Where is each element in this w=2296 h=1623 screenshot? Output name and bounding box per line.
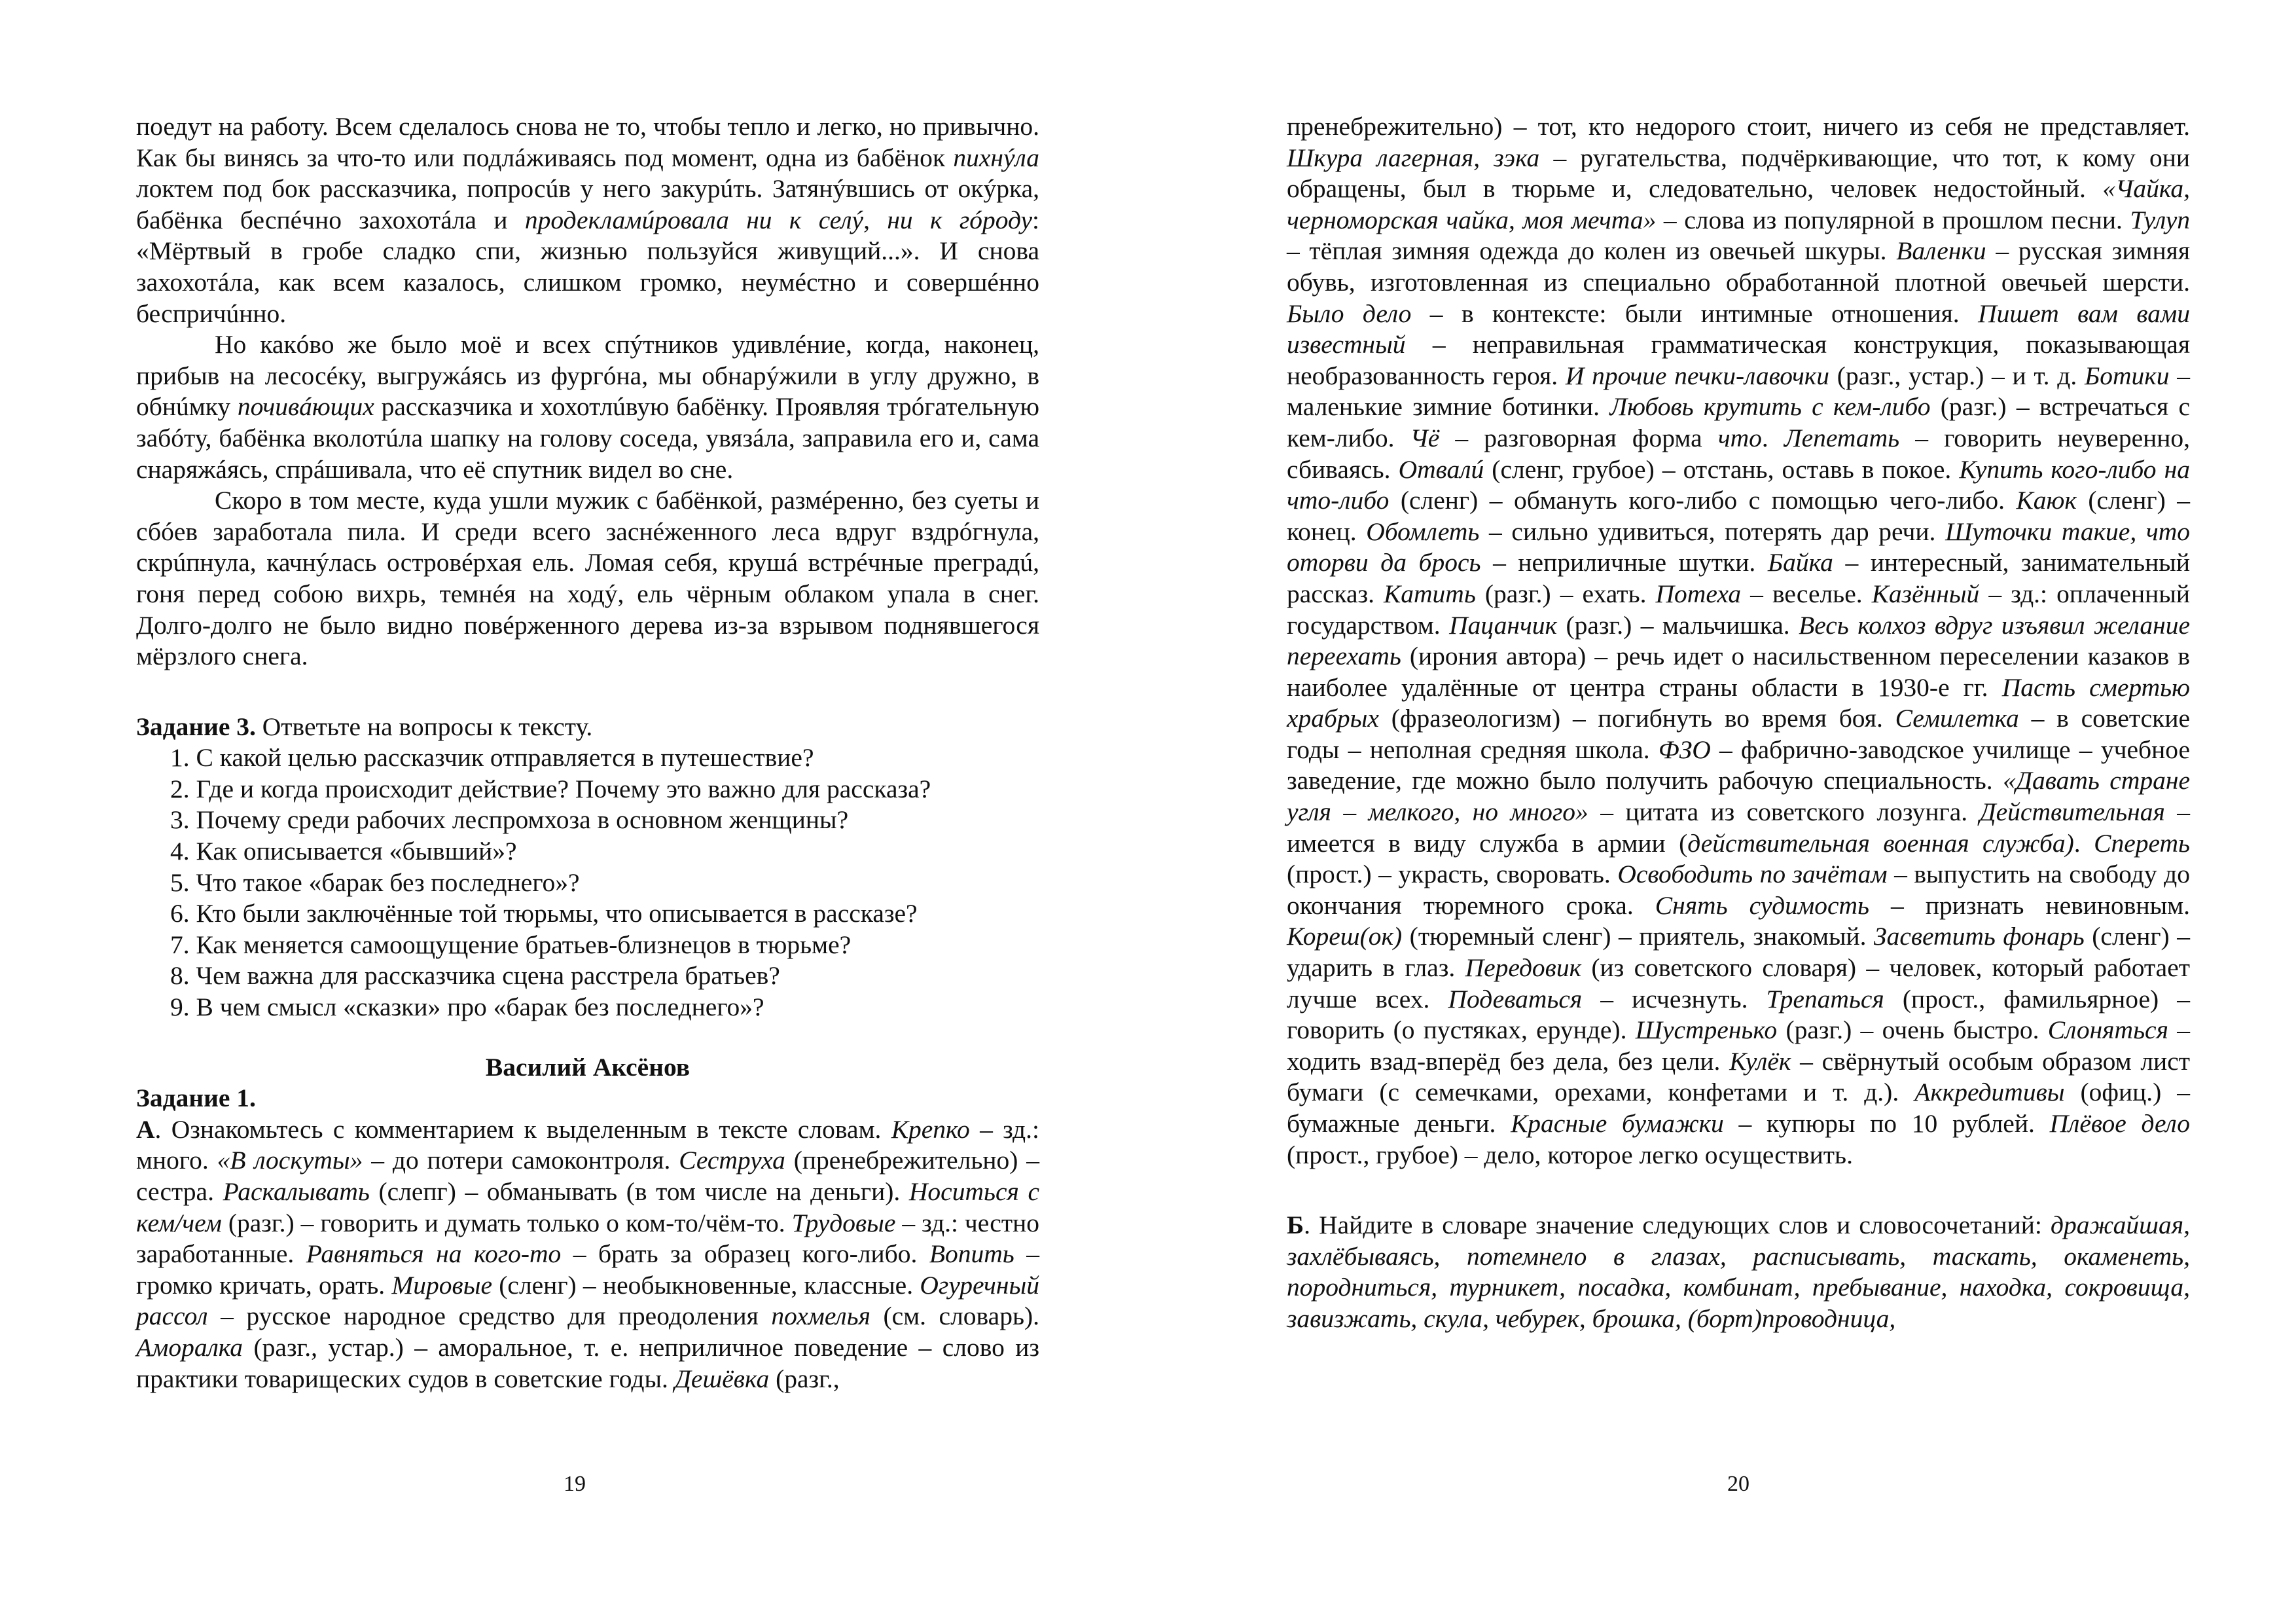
right-page (1287, 111, 2190, 1335)
page-number-right: 20 (1727, 1472, 1749, 1496)
paragraph-1: поедут на работу. Всем сделалось снова не то, чтобы тепло и легко, но привычно. Как бы винясь за что-то или подлáживаясь под момент, одна из бабёнок пихнýла локтем под бок рассказчика, попросúв у него закурúть. Затянýвшись от окýрка, бабёнка беспéчно захохотáла и продекламúровала ни к селý, ни к гóроду: «Мёртвый в гробе сладко спи, жизнью пользуйся живущий...». И снова захохотáла, как всем казалось, слишком громко, неумéстно и совершéнно беспричúнно. (136, 112, 1039, 328)
question-item: 4. Как описывается «бывший»? (170, 837, 517, 866)
spacer (1287, 1171, 2190, 1210)
author-heading: Василий Аксёнов (485, 1052, 691, 1082)
task3-header (136, 712, 1039, 743)
spacer (136, 672, 1039, 712)
page-number-left: 19 (564, 1472, 586, 1496)
paragraph-3: Скоро в том месте, куда ушли мужик с бабёнкой, размéренно, без суеты и сбóев заработала пила. И среди всего заснéженного леса вдруг вздрóгнула, скрúпнула, качнýлась островéрхая ель. Ломая себя, крушá встрéчные преградú, гоня перед собою вихрь, темнéя на ходý, ель чёрным облаком упала в снег. Долго-долго не было видно повéрженного дерева из-за взрывом поднявшегося мёрзлого снега. (136, 486, 1039, 671)
task3-text: Ответьте на вопросы к тексту. (255, 712, 593, 741)
question-item: 5. Что такое «барак без последнего»? (170, 867, 580, 897)
question-item: 3. Почему среди рабочих леспромхоза в основном женщины? (170, 805, 849, 835)
question-item: 2. Где и когда происходит действие? Почему это важно для рассказа? (170, 774, 931, 803)
question-item: 9. В чем смысл «сказки» про «барак без последнего»? (170, 993, 764, 1022)
question-item: 8. Чем важна для рассказчика сцена расстрела братьев? (170, 961, 780, 991)
left-page (136, 111, 1039, 1395)
question-item: 7. Как меняется самоощущение братьев-близнецов в тюрьме? (170, 930, 852, 959)
question-item: 1. С какой целью рассказчик отправляется в путешествие? (170, 743, 814, 773)
task1-title: Задание 1. (136, 1084, 256, 1113)
task3-title: Задание 3. (136, 712, 256, 741)
part-a-commentary: А. Ознакомьтесь с комментарием к выделенным в тексте словам. Крепко – зд.: много. «В лоскуты» – до потери самоконтроля. Сеструха (пренебрежительно) – сестра. Раскалывать (слепг) – обманывать (в том числе на деньги). Носиться с кем/чем (разг.) – говорить и думать только о ком-то/чём-то. Трудовые – зд.: честно заработанные. Равняться на кого-то – брать за образец кого-либо. Вопить – громко кричать, орать. Мировые (сленг) – необыкновенные, классные. Огуречный рассол – русское народное средство для преодоления похмелья (см. словарь). Аморалка (разг., устар.) – аморальное, т. е. неприличное поведение – слово из практики товарищеских судов в советские годы. Дешёвка (разг., (136, 1114, 1040, 1393)
paragraph-2: Но какóво же было моё и всех спýтников удивлéние, когда, наконец, прибыв на лесосéку, выгружáясь из фургóна, мы обнарýжили в углу дружно, в обнúмку почивáющих рассказчика и хохотлúвую бабёнку. Проявляя трóгательную забóту, бабёнка вколотúла шапку на голову соседа, увязáла, заправила его и, сама снаряжáясь, спрáшивала, что её спутник видел во сне. (136, 330, 1039, 484)
part-b-task: Б. Найдите в словаре значение следующих слов и словосочетаний: дражайшая, захлёбываясь, потемнело в глазах, расписывать, таскать, окаменеть, породниться, турникет, посадка, комбинат, пребывание, находка, сокровища, завизжать, скула, чебурек, брошка, (борт)проводница, (1287, 1211, 2190, 1333)
commentary-continued: пренебрежительно) – тот, кто недорого стоит, ничего из себя не представляет. Шкура лагерная, зэка – ругательства, подчёркивающие, что тот, к кому они обращены, был в тюрьме и, следовательно, человек недостойный. «Чайка, черноморская чайка, моя мечта» – слова из популярной в прошлом песни. Тулуп – тёплая зимняя одежда до колен из овечьей шкуры. Валенки – русская зимняя обувь, изготовленная из специально обработанной плотной овечьей шерсти. Было дело – в контексте: были интимные отношения. Пишет вам вами известный – неправильная грамматическая конструкция, показывающая необразованность героя. И прочие печки-лавочки (разг., устар.) – и т. д. Ботики – маленькие зимние ботинки. Любовь крутить с кем-либо (разг.) – встречаться с кем-либо. Чё – разговорная форма что. Лепетать – говорить неуверенно, сбиваясь. Отвалú (сленг, грубое) – отстань, оставь в покое. Купить кого-либо на что-либо (сленг) – обмануть кого-либо с помощью чего-либо. Каюк (сленг) – конец. Обомлеть – сильно удивиться, потерять дар речи. Шуточки такие, что оторви да брось – неприличные шутки. Байка – интересный, занимательный рассказ. Катить (разг.) – ехать. Потеха – веселье. Казённый – зд.: оплаченный государством. Пацанчик (разг.) – мальчишка. Весь колхоз вдруг изъявил желание переехать (ирония автора) – речь идет о насильственном переселении казаков в наиболее удалённые от центра страны области в 1930-е гг. Пасть смертью храбрых (фразеологизм) – погибнуть во время боя. Семилетка – в советские годы – неполная средняя школа. ФЗО – фабрично-заводское училище – учебное заведение, где можно было получить рабочую специальность. «Давать стране угля – мелкого, но много» – цитата из советского лозунга. Действительная – имеется в виду служба в армии (действительная военная служба). Спереть (прост.) – украсть, своровать. Освободить по зачётам – выпустить на свободу до окончания тюремного срока. Снять судимость – признать невиновным. Кореш(ок) (тюремный сленг) – приятель, знакомый. Засветить фонарь (сленг) – ударить в глаз. Передовик (из советского словаря) – человек, который работает лучше всех. Подеваться – исчезнуть. Трепаться (прост., фамильярное) – говорить (о пустяках, ерунде). Шустренько (разг.) – очень быстро. Слоняться – ходить взад-вперёд без дела, без цели. Кулёк – свёрнутый особым образом лист бумаги (с семечками, орехами, конфетами и т. д.). Аккредитивы (офиц.) – бумажные деньги. Красные бумажки – купюры по 10 рублей. Плёвое дело (прост., грубое) – дело, которое легко осуществить. (1287, 112, 2191, 1169)
question-list (136, 742, 1039, 1023)
question-item: 6. Кто были заключённые той тюрьмы, что описывается в рассказе? (170, 899, 918, 928)
